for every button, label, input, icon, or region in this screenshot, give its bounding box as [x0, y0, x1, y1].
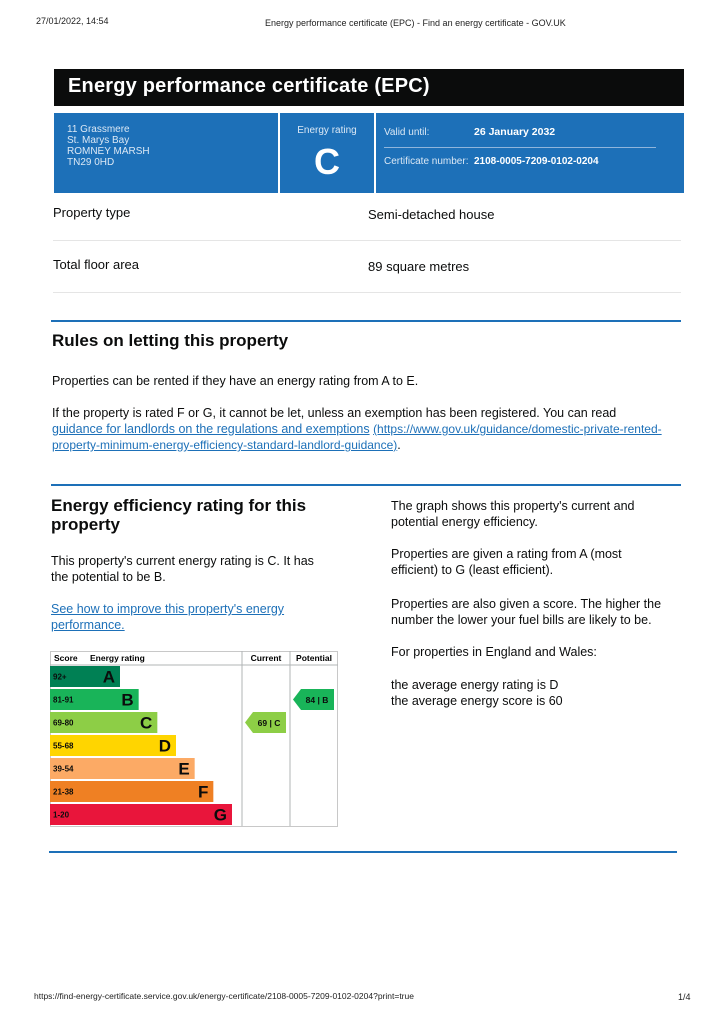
graph-description-line-1: The graph shows this property's current and — [391, 499, 635, 513]
address-line-2: St. Marys Bay — [67, 135, 130, 146]
band-range-b: 81-91 — [53, 695, 74, 705]
graph-description-line-2: potential energy efficiency. — [391, 515, 538, 529]
rules-paragraph-1: Properties can be rented if they have an energy rating from A to E. — [52, 374, 419, 388]
band-bar-f — [50, 781, 213, 802]
potential-rating-marker-label: 84 | B — [305, 695, 329, 705]
current-rating-line-2: the potential to be B. — [51, 570, 166, 584]
address-line-4: TN29 0HD — [67, 157, 115, 168]
average-rating: the average energy rating is D — [391, 678, 559, 692]
band-range-c: 69-80 — [53, 718, 74, 728]
current-rating-line-1: This property's current energy rating is C. It has — [51, 554, 314, 568]
improve-performance-link[interactable]: See how to improve this property's energy — [51, 602, 285, 616]
band-bar-g — [50, 804, 232, 825]
band-range-g: 1-20 — [53, 810, 70, 820]
rating-label: Energy rating — [297, 125, 357, 136]
landlord-guidance-url-part-1[interactable]: (https://www.gov.uk/guidance/domestic-private-rented- — [373, 422, 662, 436]
rating-scale-line-1: Properties are given a rating from A (most — [391, 547, 622, 561]
print-footer-url: https://find-energy-certificate.service.gov.uk/energy-certificate/2108-0005-7209-0102-0204?print=true — [34, 991, 414, 1001]
current-rating-text — [51, 553, 314, 585]
band-letter-d: D — [158, 736, 171, 756]
epc-heading: Energy performance certificate (EPC) — [68, 75, 430, 97]
rating-scale-description — [391, 546, 622, 578]
band-letter-e: E — [178, 759, 190, 779]
rating-letter: C — [314, 141, 340, 182]
epc-title-bar — [54, 69, 684, 106]
rules-paragraph-2: If the property is rated F or G, it cannot be let, unless an exemption has been registered. You can read — [52, 406, 617, 420]
current-rating-marker-label: 69 | C — [257, 718, 281, 728]
landlord-guidance-link[interactable]: guidance for landlords on the regulations and exemptions — [52, 422, 370, 436]
band-letter-a: A — [102, 667, 115, 687]
rules-link-line-2 — [52, 437, 401, 453]
rules-trailing-period: . — [397, 438, 401, 452]
average-score: the average energy score is 60 — [391, 694, 563, 708]
validity-panel — [376, 113, 684, 193]
rating-scale-line-2: efficient) to G (least efficient). — [391, 563, 554, 577]
graph-header-score: Score — [54, 653, 78, 663]
validity-divider — [384, 147, 656, 148]
efficiency-heading-line-2: property — [51, 515, 120, 534]
address-line-3: ROMNEY MARSH — [67, 146, 150, 157]
improve-link-block — [51, 601, 284, 633]
print-page-title: Energy performance certificate (EPC) - Find an energy certificate - GOV.UK — [265, 18, 566, 28]
valid-until-value: 26 January 2032 — [474, 126, 556, 138]
rating-panel — [280, 113, 374, 193]
print-page-number: 1/4 — [678, 992, 691, 1002]
energy-rating-graph-svg — [50, 651, 338, 829]
section-divider — [51, 320, 681, 322]
band-letter-c: C — [140, 713, 153, 733]
efficiency-heading-line-1: Energy efficiency rating for this — [51, 496, 307, 515]
graph-header-current: Current — [250, 653, 282, 663]
graph-description — [391, 498, 634, 530]
landlord-guidance-url-part-2[interactable]: property-minimum-energy-efficiency-standard-landlord-guidance) — [52, 438, 398, 452]
property-type-label: Property type — [53, 205, 131, 220]
section-divider — [51, 484, 681, 486]
rules-link-line — [52, 421, 662, 437]
score-description-line-1: Properties are also given a score. The higher the — [391, 597, 662, 611]
band-range-a: 92+ — [53, 672, 67, 682]
property-type-value: Semi-detached house — [368, 207, 495, 222]
score-description — [391, 596, 661, 628]
valid-until-label: Valid until: — [384, 127, 430, 138]
summary-divider — [53, 292, 681, 293]
score-description-line-2: number the lower your fuel bills are likely to be. — [391, 613, 652, 627]
band-letter-g: G — [213, 805, 227, 825]
print-datetime: 27/01/2022, 14:54 — [36, 16, 109, 26]
band-letter-f: F — [197, 782, 209, 802]
address-line-1: 11 Grassmere — [67, 124, 130, 135]
energy-rating-graph — [50, 651, 338, 829]
address-panel — [54, 113, 278, 193]
certificate-number-value: 2108-0005-7209-0102-0204 — [474, 156, 599, 167]
certificate-number-label: Certificate number: — [384, 156, 469, 167]
improve-performance-link-2[interactable]: performance. — [51, 618, 125, 632]
floor-area-label: Total floor area — [53, 257, 139, 272]
floor-area-value: 89 square metres — [368, 259, 470, 274]
rules-heading: Rules on letting this property — [52, 331, 289, 350]
band-range-d: 55-68 — [53, 741, 74, 751]
band-range-f: 21-38 — [53, 787, 74, 797]
england-wales-note: For properties in England and Wales: — [391, 645, 597, 659]
graph-header-potential: Potential — [296, 653, 332, 663]
section-divider — [49, 851, 677, 853]
band-range-e: 39-54 — [53, 764, 74, 774]
graph-header-energy-rating: Energy rating — [90, 653, 145, 663]
summary-divider — [53, 240, 681, 241]
efficiency-heading — [51, 496, 306, 534]
band-letter-b: B — [121, 690, 134, 710]
average-stats — [391, 677, 563, 709]
